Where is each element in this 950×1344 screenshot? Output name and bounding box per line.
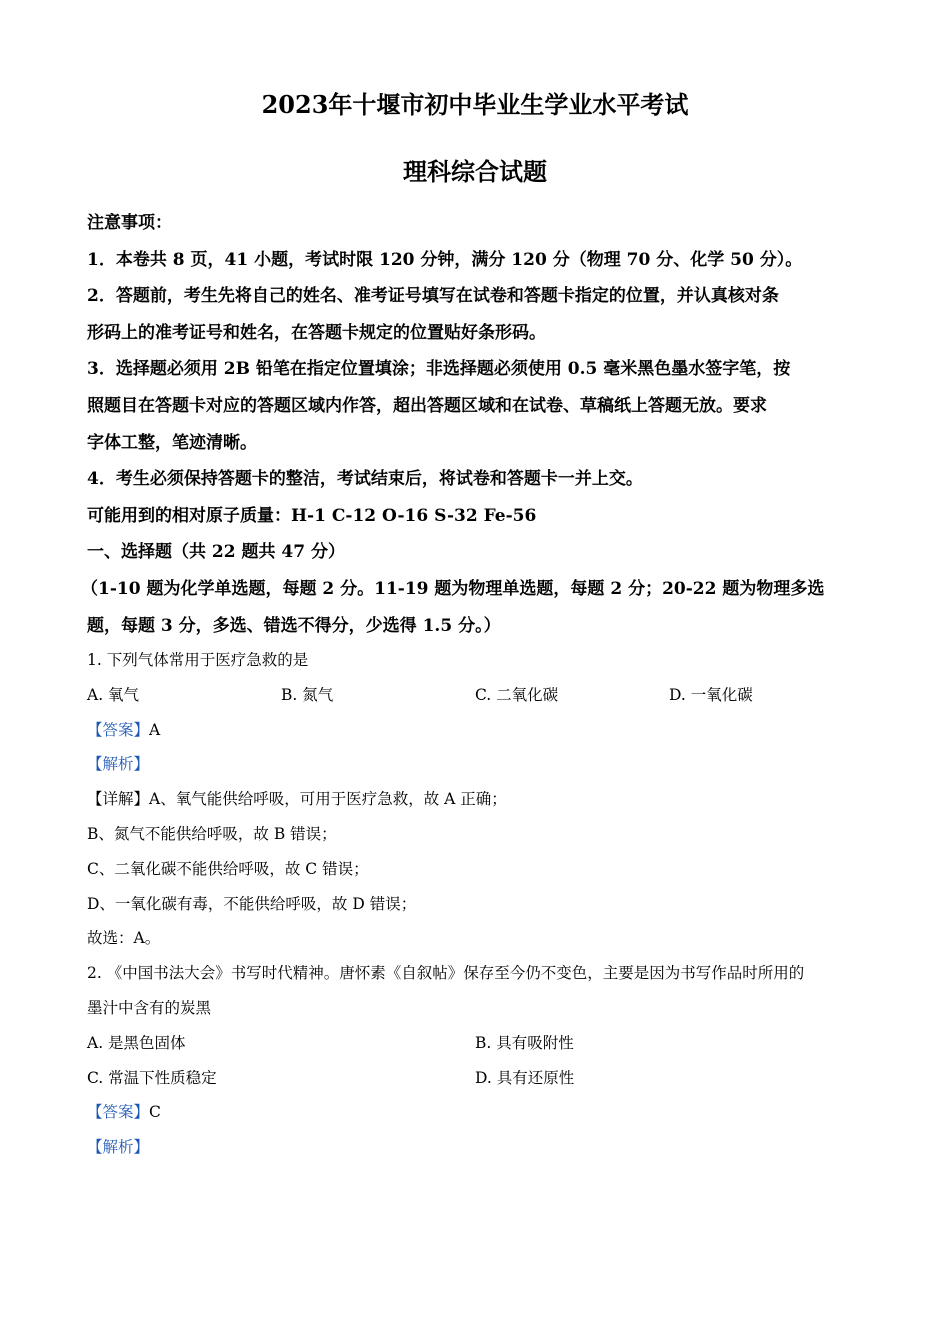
- notice-item-3-line-1: 3．选择题必须用 2B 铅笔在指定位置填涂；非选择题必须使用 0.5 毫米黑色墨水签字笔，按: [87, 359, 791, 380]
- notice-item-4: 4．考生必须保持答题卡的整洁，考试结束后，将试卷和答题卡一并上交。: [87, 469, 643, 490]
- q2-stem-line-2: 墨汁中含有的炭黑: [87, 998, 212, 1017]
- q1-detail-line-3: C、二氧化碳不能供给呼吸，故 C 错误；: [87, 859, 369, 878]
- q2-analysis-line: [87, 1130, 867, 1165]
- exam-subtitle: 理科综合试题: [403, 157, 547, 186]
- q1-detail-line-2: B、氮气不能供给呼吸，故 B 错误；: [87, 824, 337, 843]
- q2-option-d: D. 具有还原性: [475, 1068, 575, 1087]
- notice-heading: 注意事项：: [87, 213, 172, 233]
- section-title: 一、选择题（共 22 题共 47 分）: [87, 542, 345, 563]
- q2-answer-line: [87, 1095, 867, 1130]
- q1-detail-text-1: A、氧气能供给呼吸，可用于医疗急救，故 A 正确；: [149, 790, 507, 809]
- section-note-line-2: 题，每题 3 分，多选、错选不得分，少选得 1.5 分。）: [87, 615, 501, 636]
- q2-options-row-1: [87, 1026, 867, 1061]
- q1-option-d: D. 一氧化碳: [669, 685, 753, 704]
- notice-item-3-line-3: 字体工整，笔迹清晰。: [87, 432, 257, 453]
- q1-option-c: C. 二氧化碳: [475, 685, 559, 704]
- q1-detail-line-4: D、一氧化碳有毒，不能供给呼吸，故 D 错误；: [87, 894, 417, 913]
- q1-analysis-line: [87, 747, 867, 782]
- q2-option-c: C. 常温下性质稳定: [87, 1068, 217, 1087]
- q1-options: [87, 678, 867, 713]
- q1-answer-line: [87, 713, 867, 748]
- q1-answer: A: [149, 720, 161, 739]
- q2-answer-label: 【答案】: [87, 1103, 150, 1122]
- q2-analysis-label: 【解析】: [87, 1138, 150, 1157]
- exam-title: 2023年十堰市初中毕业生学业水平考试: [261, 90, 689, 119]
- q1-analysis-label: 【解析】: [87, 755, 150, 774]
- q1-answer-label: 【答案】: [87, 720, 150, 739]
- notice-item-3-line-2: 照题目在答题卡对应的答题区域内作答，超出答题区域和在试卷、草稿纸上答题无放。要求: [87, 395, 767, 416]
- q1-detail-label: 【详解】: [87, 790, 150, 809]
- q2-option-a: A. 是黑色固体: [87, 1033, 186, 1052]
- q2-option-b: B. 具有吸附性: [475, 1033, 574, 1052]
- q1-option-b: B. 氮气: [281, 685, 334, 704]
- notice-block: [81, 205, 867, 644]
- q1-conclusion: 故选：A。: [87, 929, 161, 948]
- q2-stem-line-1: 2. 《中国书法大会》书写时代精神。唐怀素《自叙帖》保存至今仍不变色，主要是因为书写作品时所用的: [87, 964, 805, 983]
- q1-option-a: A. 氧气: [87, 685, 140, 704]
- atomic-mass-line: 可能用到的相对原子质量：H-1 C-12 O-16 S-32 Fe-56: [87, 505, 537, 526]
- section-note-line-1: （1-10 题为化学单选题，每题 2 分。11-19 题为物理单选题，每题 2 分；20-22 题为物理多选: [81, 578, 825, 599]
- notice-item-2-line-1: 2．答题前，考生先将自己的姓名、准考证号填写在试卷和答题卡指定的位置，并认真核对条: [87, 286, 779, 307]
- notice-item-1: 1．本卷共 8 页，41 小题，考试时限 120 分钟，满分 120 分（物理 70 分、化学 50 分）。: [87, 249, 803, 270]
- notice-item-2-line-2: 形码上的准考证号和姓名，在答题卡规定的位置贴好条形码。: [87, 322, 546, 343]
- q1-stem: 1. 下列气体常用于医疗急救的是: [87, 651, 309, 669]
- q2-answer: C: [149, 1103, 161, 1122]
- q1-detail-line-1: [87, 782, 867, 817]
- q2-options-row-2: [87, 1061, 867, 1096]
- question-block: [87, 643, 867, 1165]
